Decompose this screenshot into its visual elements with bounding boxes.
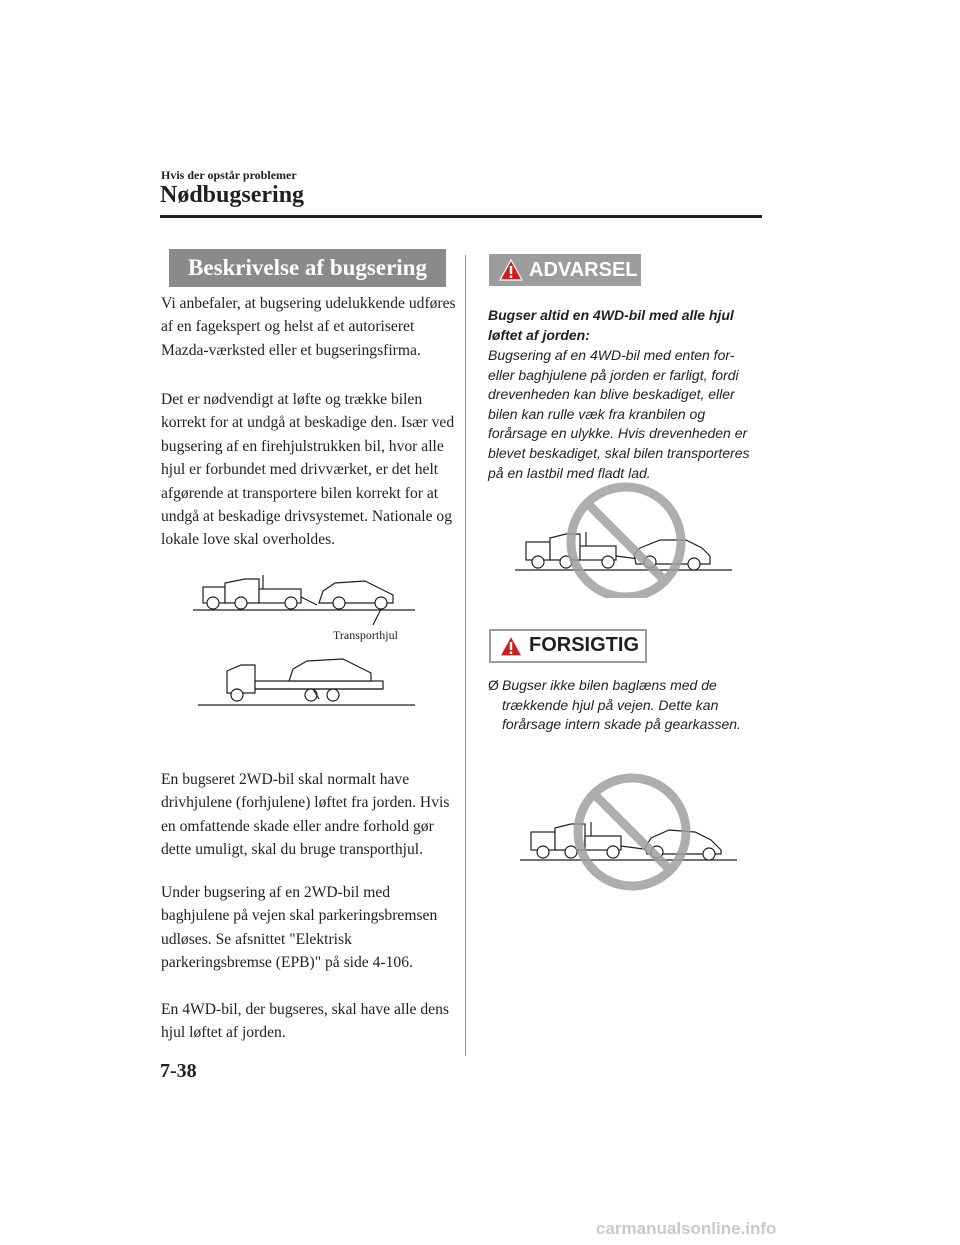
paragraph-4wd-lifted: En 4WD-bil, der bugseres, skal have alle dens hjul løftet af jorden. [161, 1001, 449, 1042]
paragraph-recommendation: Vi anbefaler, at bugsering udelukkende udføres af en fagekspert og helst af et autoriseret Mazda-værksted eller et bugseringsfirma. [161, 295, 456, 359]
warning-body: Bugsering af en 4WD-bil med enten for- eller baghjulene på jorden er farligt, fordi drevenheden kan blive beskadiget, eller bilen kan rulle væk fra kranbilen og forårsage en ulykke. Hvis drevenheden er blevet beskadiget, skal bilen transporteres på en lastbil med fladt lad. [488, 347, 750, 481]
warning-triangle-icon [499, 258, 523, 282]
paragraph-2wd-towing: En bugseret 2WD-bil skal normalt have drivhjulene (forhjulene) løftet fra jorden. Hvis en omfattende skade eller andre forhold gør dette umuligt, skal du bruge transporthjul. [161, 771, 450, 859]
tow-truck-wheel-lift-figure [193, 575, 415, 625]
paragraph-parking-brake: Under bugsering af en 2WD-bil med baghjulene på vejen skal parkeringsbremsen udløses. Se afsnittet "Elektrisk parkeringsbremse (EPB)" på side 4-106. [161, 884, 438, 972]
warning-triangle-icon [499, 634, 523, 658]
page-number: 7-38 [160, 1060, 197, 1082]
watermark: carmanualsonline.info [596, 1219, 777, 1238]
towing-illustration [193, 565, 423, 715]
title-rule [160, 215, 762, 218]
chapter-label: Hvis der opstår problemer [161, 168, 297, 182]
warning-heading: Bugser altid en 4WD-bil med alle hjul løftet af jorden: [488, 307, 734, 343]
section-heading: Beskrivelse af bugsering [169, 249, 446, 287]
figure-label-transport-wheel: Transporthjul [333, 628, 398, 642]
caution-banner [489, 629, 647, 663]
warning-banner [489, 254, 641, 286]
prohibited-towing-4wd-illustration [510, 478, 740, 598]
column-divider [465, 255, 466, 1056]
caution-bullet: Ø [488, 677, 499, 693]
flatbed-truck-figure [198, 659, 415, 705]
page-title: Nødbugsering [160, 182, 305, 208]
warning-label: ADVARSEL [529, 259, 638, 281]
paragraph-lifting: Det er nødvendigt at løfte og trække bilen korrekt for at undgå at beskadige den. Især ved bugsering af en firehjulstrukken bil, hvor alle hjul er forbundet med drivværket, er det helt afgørende at transportere bilen korrekt for at undgå at beskadige drivsystemet. Nationale og lokale love skal overholdes. [161, 391, 455, 549]
caution-text: Bugser ikke bilen baglæns med de trækkende hjul på vejen. Dette kan forårsage intern skade på gearkassen. [502, 677, 741, 733]
caution-label: FORSIGTIG [529, 634, 639, 656]
prohibited-reverse-towing-illustration [515, 772, 745, 892]
